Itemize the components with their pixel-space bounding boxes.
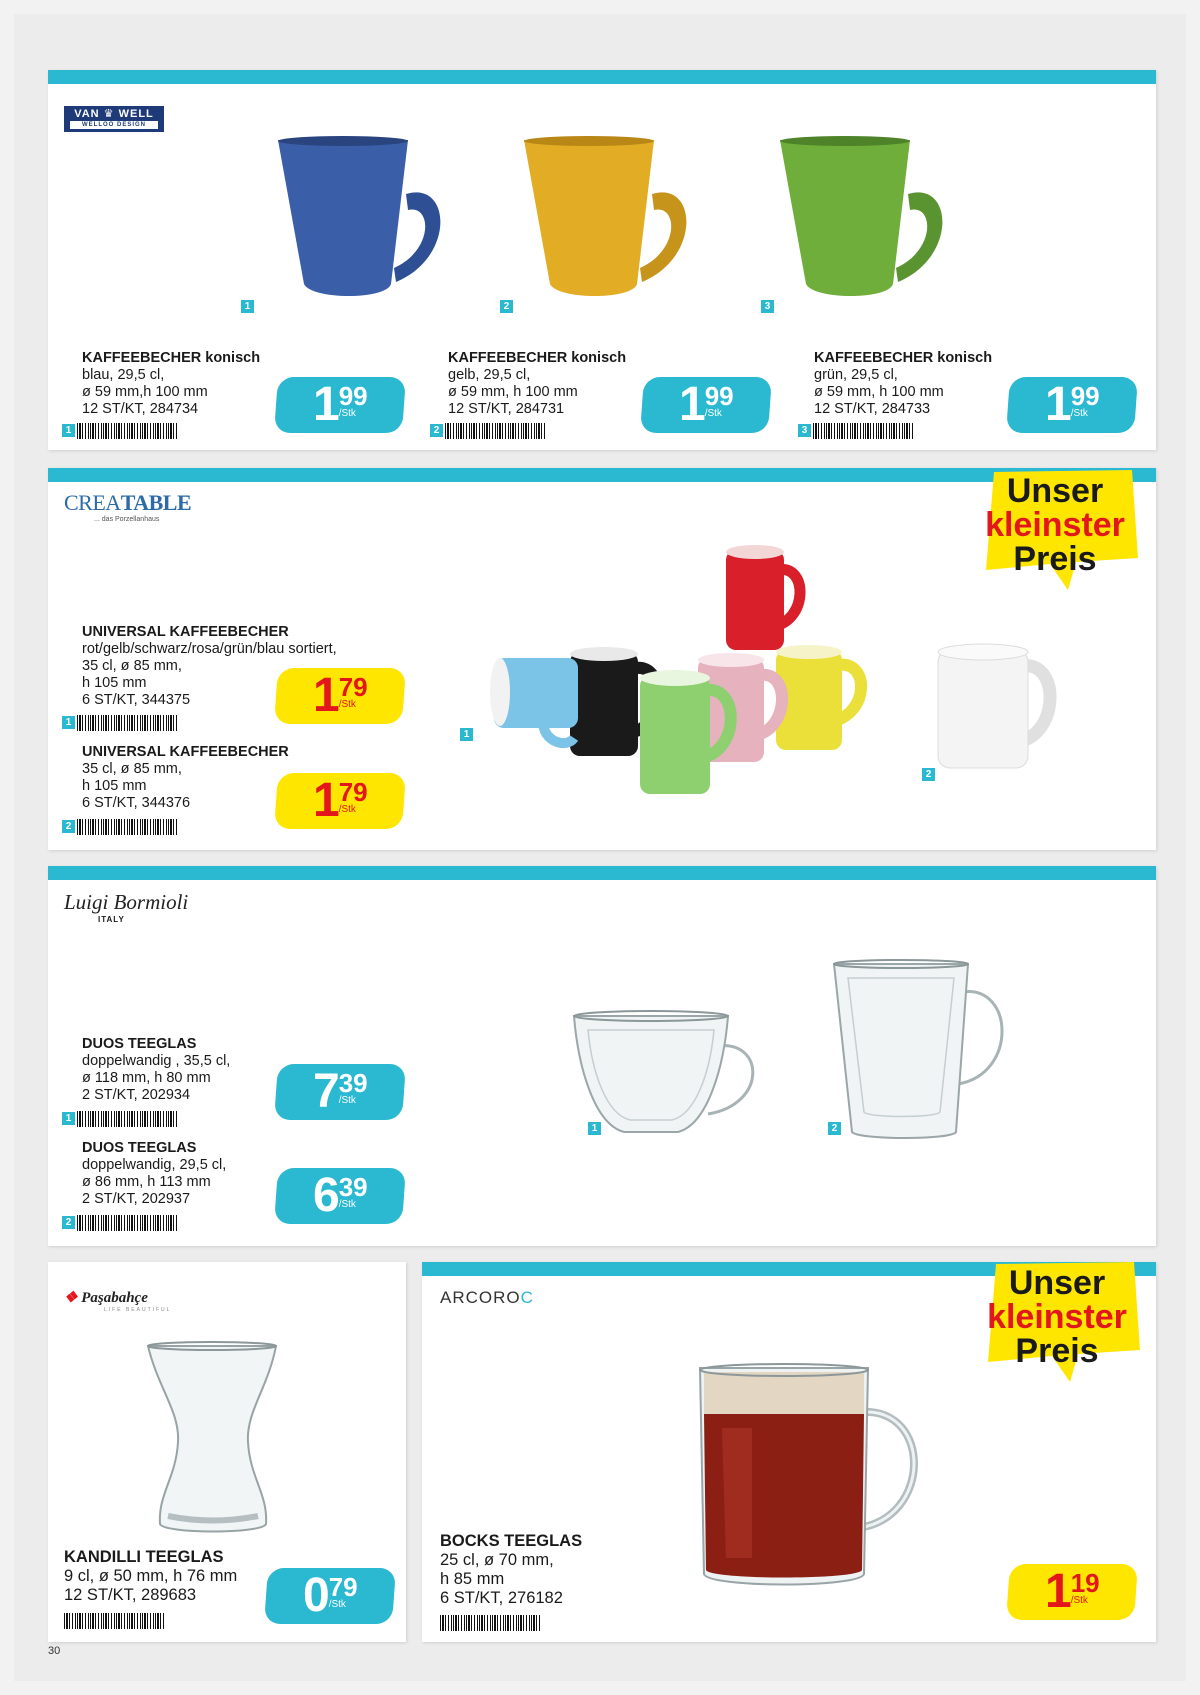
- barcode-row: [62, 1214, 177, 1230]
- barcode: [77, 1215, 177, 1231]
- section-arcoroc-glass: [422, 1262, 1156, 1642]
- product-spec: 12 ST/KT, 284731: [448, 401, 565, 417]
- mug-stack-image: [478, 540, 898, 802]
- section-creatable-mugs: [48, 468, 1156, 850]
- lowest-price-badge: Unser kleinster Preis: [972, 466, 1138, 590]
- price-cents: 99: [1070, 381, 1100, 411]
- product-text: [82, 350, 260, 418]
- image-number: 2: [500, 300, 513, 313]
- product-spec: gelb, 29,5 cl,: [448, 367, 531, 383]
- product-spec: ø 86 mm, h 113 mm: [82, 1174, 211, 1190]
- price-unit: /Stk: [328, 1599, 346, 1610]
- product-spec: 25 cl, ø 70 mm,: [440, 1551, 554, 1569]
- price-cents: 79: [338, 777, 368, 807]
- barcode: [77, 819, 177, 835]
- barcode-row: [798, 422, 913, 438]
- product-spec: doppelwandig, 29,5 cl,: [82, 1157, 227, 1173]
- barcode: [77, 715, 177, 731]
- product-spec: ø 59 mm,h 100 mm: [82, 384, 208, 400]
- product-spec: 35 cl, ø 85 mm,: [82, 658, 182, 674]
- barcode-row: [62, 1612, 164, 1628]
- price-euro: 6: [312, 1169, 338, 1222]
- price-unit: /Stk: [338, 1095, 356, 1106]
- price-tag: [274, 1168, 406, 1224]
- price-cents: 99: [338, 381, 368, 411]
- product-title: KAFFEEBECHER konisch: [814, 350, 993, 366]
- image-number: 1: [588, 1122, 601, 1135]
- price-euro: 0: [302, 1569, 328, 1622]
- mug-green-image: [758, 132, 958, 307]
- item-number: 2: [62, 1216, 75, 1229]
- price-euro: 1: [312, 669, 338, 722]
- glass-cup-image: [568, 1006, 788, 1146]
- product-spec: ø 118 mm, h 80 mm: [82, 1070, 211, 1086]
- product-text: [814, 350, 992, 418]
- section-bar: [48, 866, 1156, 880]
- page-number: 30: [48, 1645, 61, 1657]
- item-number: 2: [62, 820, 75, 833]
- product-title: UNIVERSAL KAFFEEBECHER: [82, 624, 289, 640]
- vanwell-logo: VAN ♛ WELL WELLOO DESIGN: [64, 106, 164, 132]
- item-number: 1: [62, 716, 75, 729]
- glass-mug-image: [828, 956, 1028, 1146]
- arcoroc-logo: ARCOROC: [440, 1288, 534, 1307]
- barcode: [77, 423, 177, 439]
- section-bar: [48, 70, 1156, 84]
- price-tag: [274, 377, 406, 433]
- image-number: 2: [922, 768, 935, 781]
- image-number: 2: [828, 1122, 841, 1135]
- mug-white-image: [928, 638, 1078, 774]
- pasabahce-logo: ❖ Paşabahçe LIFE BEAUTIFUL: [64, 1290, 172, 1313]
- creatable-logo: CREATABLE ... das Porzellanhaus: [64, 490, 192, 523]
- product-text: [440, 1532, 582, 1608]
- product-text: [64, 1548, 237, 1605]
- product-spec: 2 ST/KT, 202934: [82, 1087, 191, 1103]
- price-unit: /Stk: [338, 804, 356, 815]
- product-spec: rot/gelb/schwarz/rosa/grün/blau sortiert,: [82, 641, 337, 657]
- product-title: DUOS TEEGLAS: [82, 1036, 197, 1052]
- product-spec: 6 ST/KT, 344375: [82, 692, 191, 708]
- lowest-price-badge: Unser kleinster Preis: [974, 1258, 1140, 1382]
- mug-yellow-image: [502, 132, 702, 307]
- item-number: 3: [798, 424, 811, 437]
- item-number: 1: [62, 1112, 75, 1125]
- barcode: [64, 1613, 164, 1629]
- price-cents: 39: [338, 1172, 368, 1202]
- price-euro: 7: [312, 1065, 338, 1118]
- barcode: [813, 423, 913, 439]
- product-spec: ø 59 mm, h 100 mm: [448, 384, 578, 400]
- price-unit: /Stk: [704, 408, 722, 419]
- product-title: DUOS TEEGLAS: [82, 1140, 197, 1156]
- tea-glass-image: [138, 1338, 288, 1538]
- price-euro: 1: [312, 378, 338, 431]
- barcode: [77, 1111, 177, 1127]
- product-text: [448, 350, 626, 418]
- barcode-row: [430, 422, 545, 438]
- price-tag: [264, 1568, 396, 1624]
- product-spec: 12 ST/KT, 284733: [814, 401, 931, 417]
- product-title: UNIVERSAL KAFFEEBECHER: [82, 744, 289, 760]
- product-spec: h 105 mm: [82, 778, 147, 794]
- bormioli-logo: Luigi Bormioli ITALY: [64, 890, 189, 924]
- price-unit: /Stk: [1070, 1595, 1088, 1606]
- price-tag: [640, 377, 772, 433]
- product-spec: h 85 mm: [440, 1570, 505, 1588]
- price-unit: /Stk: [338, 699, 356, 710]
- price-euro: 1: [1044, 378, 1070, 431]
- price-cents: 79: [328, 1572, 358, 1602]
- image-number: 3: [761, 300, 774, 313]
- price-euro: 1: [312, 774, 338, 827]
- product-spec: 12 ST/KT, 289683: [64, 1586, 197, 1604]
- price-tag: [274, 773, 406, 829]
- price-cents: 99: [704, 381, 734, 411]
- product-text: [82, 744, 289, 812]
- barcode: [445, 423, 545, 439]
- product-title: KAFFEEBECHER konisch: [82, 350, 261, 366]
- item-number: 1: [62, 424, 75, 437]
- product-spec: 35 cl, ø 85 mm,: [82, 761, 182, 777]
- price-unit: /Stk: [1070, 408, 1088, 419]
- section-vanwell-mugs: [48, 70, 1156, 450]
- mug-blue-image: [256, 132, 456, 307]
- product-spec: 12 ST/KT, 284734: [82, 401, 199, 417]
- product-spec: h 105 mm: [82, 675, 147, 691]
- section-bormioli-glasses: [48, 866, 1156, 1246]
- image-number: 1: [460, 728, 473, 741]
- barcode-row: [62, 422, 177, 438]
- product-spec: blau, 29,5 cl,: [82, 367, 165, 383]
- barcode-row: [438, 1614, 540, 1630]
- price-unit: /Stk: [338, 1199, 356, 1210]
- price-unit: /Stk: [338, 408, 356, 419]
- price-cents: 19: [1070, 1568, 1100, 1598]
- product-spec: 9 cl, ø 50 mm, h 76 mm: [64, 1567, 238, 1585]
- product-spec: grün, 29,5 cl,: [814, 367, 898, 383]
- product-text: [82, 1036, 230, 1104]
- price-tag: [274, 1064, 406, 1120]
- barcode: [440, 1615, 540, 1631]
- image-number: 1: [241, 300, 254, 313]
- barcode-row: [62, 818, 177, 834]
- tea-mug-image: [692, 1358, 942, 1594]
- product-text: [82, 1140, 226, 1208]
- price-tag: [1006, 377, 1138, 433]
- product-spec: 6 ST/KT, 344376: [82, 795, 191, 811]
- price-euro: 1: [1044, 1565, 1070, 1618]
- product-spec: 6 ST/KT, 276182: [440, 1589, 563, 1607]
- price-cents: 39: [338, 1068, 368, 1098]
- product-title: BOCKS TEEGLAS: [440, 1532, 583, 1550]
- section-pasabahce-glass: [48, 1262, 406, 1642]
- product-title: KANDILLI TEEGLAS: [64, 1548, 224, 1566]
- price-euro: 1: [678, 378, 704, 431]
- price-cents: 79: [338, 672, 368, 702]
- product-spec: 2 ST/KT, 202937: [82, 1191, 191, 1207]
- barcode-row: [62, 1110, 177, 1126]
- barcode-row: [62, 714, 177, 730]
- product-spec: ø 59 mm, h 100 mm: [814, 384, 944, 400]
- product-title: KAFFEEBECHER konisch: [448, 350, 627, 366]
- product-spec: doppelwandig , 35,5 cl,: [82, 1053, 231, 1069]
- item-number: 2: [430, 424, 443, 437]
- price-tag: [274, 668, 406, 724]
- price-tag: [1006, 1564, 1138, 1620]
